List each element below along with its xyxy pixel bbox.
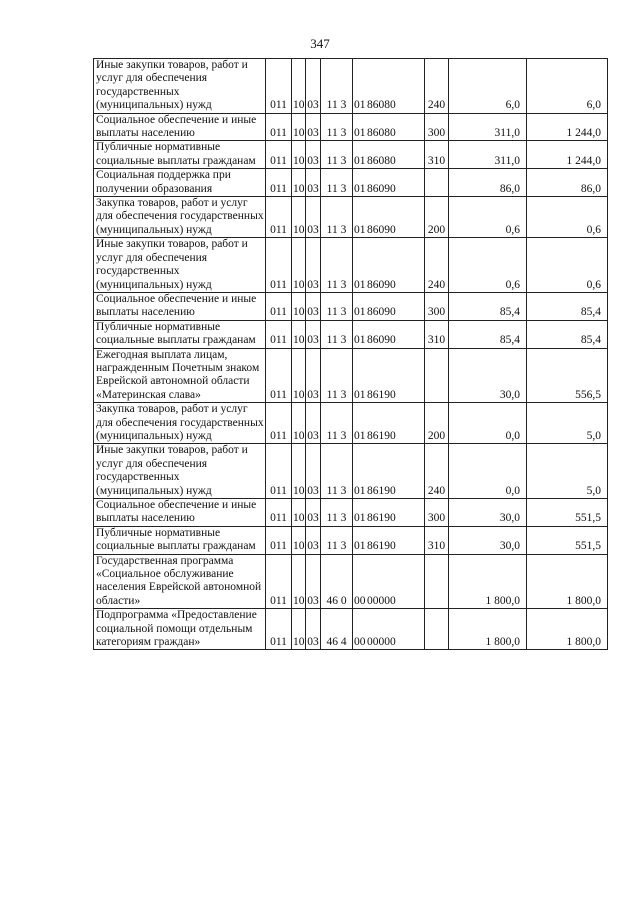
page-number: 347	[310, 36, 330, 51]
table-row	[94, 197, 608, 238]
section-code-cell: 10	[292, 554, 306, 609]
amount-1-cell: 85,4	[449, 292, 527, 320]
target-article-cell	[353, 238, 425, 293]
expense-type-cell: 240	[425, 444, 449, 499]
amount-2-cell: 551,5	[527, 526, 608, 554]
amount-1-cell: 0,6	[449, 238, 527, 293]
section-code-cell: 10	[292, 141, 306, 169]
expense-type-cell	[425, 169, 449, 197]
amount-1-cell: 30,0	[449, 499, 527, 527]
ministry-code-cell: 011	[266, 444, 292, 499]
target-article-cell	[353, 169, 425, 197]
amount-1-cell: 311,0	[449, 113, 527, 141]
table-row	[94, 238, 608, 293]
expense-type-cell: 240	[425, 238, 449, 293]
amount-2-cell: 1 800,0	[527, 554, 608, 609]
ministry-code-cell: 011	[266, 197, 292, 238]
row-name-cell: Иные закупки товаров, работ и услуг для обеспечения государственных (муниципальных) нужд	[94, 444, 266, 499]
expense-type-cell	[425, 554, 449, 609]
amount-2-cell: 556,5	[527, 348, 608, 403]
amount-1-cell: 30,0	[449, 526, 527, 554]
amount-2-cell: 85,4	[527, 292, 608, 320]
table-row	[94, 499, 608, 527]
program-code-cell: 11 3	[321, 197, 353, 238]
program-code-cell: 11 3	[321, 444, 353, 499]
subsection-code-cell: 03	[306, 526, 321, 554]
target-article-part-2: 86080	[367, 127, 396, 140]
program-code-cell: 11 3	[321, 169, 353, 197]
target-article-cell	[353, 348, 425, 403]
target-article-part-2: 86190	[367, 484, 396, 497]
amount-1-cell: 85,4	[449, 320, 527, 348]
amount-2-cell: 0,6	[527, 197, 608, 238]
target-article-cell	[353, 113, 425, 141]
program-code-cell: 11 3	[321, 238, 353, 293]
amount-1-cell: 311,0	[449, 141, 527, 169]
target-article-part-2: 86190	[367, 512, 396, 525]
target-article-part-2: 86190	[367, 388, 396, 401]
section-code-cell: 10	[292, 320, 306, 348]
target-article-part-2: 86090	[367, 223, 396, 236]
subsection-code-cell: 03	[306, 169, 321, 197]
target-article-part-1: 01	[354, 334, 366, 347]
table-row	[94, 609, 608, 650]
target-article-cell	[353, 141, 425, 169]
subsection-code-cell: 03	[306, 609, 321, 650]
target-article-part-1: 00	[354, 594, 366, 607]
table-row	[94, 348, 608, 403]
program-code-cell: 46 4	[321, 609, 353, 650]
ministry-code-cell: 011	[266, 113, 292, 141]
ministry-code-cell: 011	[266, 169, 292, 197]
expense-type-cell: 300	[425, 292, 449, 320]
amount-2-cell: 6,0	[527, 59, 608, 114]
ministry-code-cell: 011	[266, 609, 292, 650]
ministry-code-cell: 011	[266, 526, 292, 554]
target-article-cell	[353, 526, 425, 554]
target-article-part-2: 86090	[367, 306, 396, 319]
row-name-cell: Закупка товаров, работ и услуг для обеспечения государственных (муниципальных) нужд	[94, 403, 266, 444]
row-name-cell: Иные закупки товаров, работ и услуг для обеспечения государственных (муниципальных) нужд	[94, 238, 266, 293]
amount-1-cell: 0,0	[449, 403, 527, 444]
section-code-cell: 10	[292, 444, 306, 499]
amount-1-cell: 0,0	[449, 444, 527, 499]
row-name-cell: Ежегодная выплата лицам, награжденным Почетным знаком Еврейской автономной области «Материнская слава»	[94, 348, 266, 403]
target-article-part-2: 86080	[367, 99, 396, 112]
target-article-cell	[353, 320, 425, 348]
target-article-part-2: 86190	[367, 429, 396, 442]
section-code-cell: 10	[292, 526, 306, 554]
program-code-cell: 11 3	[321, 320, 353, 348]
target-article-part-2: 86090	[367, 182, 396, 195]
expense-type-cell	[425, 609, 449, 650]
amount-1-cell: 0,6	[449, 197, 527, 238]
row-name-cell: Публичные нормативные социальные выплаты гражданам	[94, 526, 266, 554]
target-article-part-1: 01	[354, 388, 366, 401]
row-name-cell: Социальное обеспечение и иные выплаты населению	[94, 113, 266, 141]
program-code-cell: 11 3	[321, 526, 353, 554]
target-article-part-1: 01	[354, 540, 366, 553]
subsection-code-cell: 03	[306, 59, 321, 114]
ministry-code-cell: 011	[266, 403, 292, 444]
target-article-part-2: 86090	[367, 334, 396, 347]
target-article-cell	[353, 499, 425, 527]
row-name-cell: Иные закупки товаров, работ и услуг для обеспечения государственных (муниципальных) нужд	[94, 59, 266, 114]
section-code-cell: 10	[292, 609, 306, 650]
expense-type-cell: 310	[425, 320, 449, 348]
row-name-cell: Социальное обеспечение и иные выплаты населению	[94, 499, 266, 527]
section-code-cell: 10	[292, 169, 306, 197]
target-article-part-2: 86190	[367, 540, 396, 553]
program-code-cell: 11 3	[321, 59, 353, 114]
row-name-cell: Публичные нормативные социальные выплаты гражданам	[94, 141, 266, 169]
table-row	[94, 444, 608, 499]
ministry-code-cell: 011	[266, 141, 292, 169]
amount-2-cell: 1 244,0	[527, 141, 608, 169]
target-article-part-1: 01	[354, 99, 366, 112]
expense-type-cell: 300	[425, 113, 449, 141]
table-body	[94, 59, 608, 650]
target-article-cell	[353, 444, 425, 499]
row-name-cell: Подпрограмма «Предоставление социальной помощи отдельным категориям граждан»	[94, 609, 266, 650]
target-article-part-1: 01	[354, 154, 366, 167]
table-row	[94, 554, 608, 609]
budget-table	[93, 58, 608, 650]
amount-2-cell: 5,0	[527, 444, 608, 499]
expense-type-cell: 310	[425, 526, 449, 554]
section-code-cell: 10	[292, 499, 306, 527]
amount-2-cell: 551,5	[527, 499, 608, 527]
expense-type-cell: 310	[425, 141, 449, 169]
amount-1-cell: 30,0	[449, 348, 527, 403]
subsection-code-cell: 03	[306, 320, 321, 348]
subsection-code-cell: 03	[306, 113, 321, 141]
program-code-cell: 11 3	[321, 348, 353, 403]
program-code-cell: 11 3	[321, 113, 353, 141]
expense-type-cell	[425, 348, 449, 403]
target-article-part-1: 01	[354, 306, 366, 319]
section-code-cell: 10	[292, 348, 306, 403]
program-code-cell: 11 3	[321, 403, 353, 444]
amount-1-cell: 86,0	[449, 169, 527, 197]
table-row	[94, 526, 608, 554]
section-code-cell: 10	[292, 292, 306, 320]
expense-type-cell: 200	[425, 197, 449, 238]
table-row	[94, 141, 608, 169]
target-article-cell	[353, 609, 425, 650]
ministry-code-cell: 011	[266, 499, 292, 527]
table-row	[94, 59, 608, 114]
table-row	[94, 403, 608, 444]
target-article-part-1: 01	[354, 429, 366, 442]
target-article-part-1: 01	[354, 127, 366, 140]
target-article-part-1: 00	[354, 636, 366, 649]
subsection-code-cell: 03	[306, 141, 321, 169]
amount-2-cell: 5,0	[527, 403, 608, 444]
ministry-code-cell: 011	[266, 292, 292, 320]
subsection-code-cell: 03	[306, 444, 321, 499]
target-article-cell	[353, 403, 425, 444]
amount-1-cell: 6,0	[449, 59, 527, 114]
target-article-part-2: 86080	[367, 154, 396, 167]
section-code-cell: 10	[292, 59, 306, 114]
subsection-code-cell: 03	[306, 499, 321, 527]
subsection-code-cell: 03	[306, 554, 321, 609]
program-code-cell: 11 3	[321, 499, 353, 527]
section-code-cell: 10	[292, 238, 306, 293]
target-article-part-1: 01	[354, 223, 366, 236]
row-name-cell: Публичные нормативные социальные выплаты гражданам	[94, 320, 266, 348]
target-article-part-1: 01	[354, 182, 366, 195]
amount-2-cell: 1 244,0	[527, 113, 608, 141]
target-article-part-1: 01	[354, 278, 366, 291]
row-name-cell: Социальное обеспечение и иные выплаты населению	[94, 292, 266, 320]
section-code-cell: 10	[292, 113, 306, 141]
ministry-code-cell: 011	[266, 554, 292, 609]
expense-type-cell: 200	[425, 403, 449, 444]
amount-2-cell: 1 800,0	[527, 609, 608, 650]
section-code-cell: 10	[292, 403, 306, 444]
table-row	[94, 292, 608, 320]
target-article-cell	[353, 554, 425, 609]
target-article-cell	[353, 59, 425, 114]
ministry-code-cell: 011	[266, 348, 292, 403]
target-article-part-2: 00000	[367, 594, 396, 607]
ministry-code-cell: 011	[266, 59, 292, 114]
subsection-code-cell: 03	[306, 348, 321, 403]
subsection-code-cell: 03	[306, 238, 321, 293]
amount-1-cell: 1 800,0	[449, 554, 527, 609]
program-code-cell: 11 3	[321, 292, 353, 320]
expense-type-cell: 300	[425, 499, 449, 527]
amount-2-cell: 86,0	[527, 169, 608, 197]
target-article-cell	[353, 197, 425, 238]
target-article-part-2: 86090	[367, 278, 396, 291]
subsection-code-cell: 03	[306, 403, 321, 444]
row-name-cell: Государственная программа «Социальное обслуживание населения Еврейской автономной области»	[94, 554, 266, 609]
target-article-part-2: 00000	[367, 636, 396, 649]
amount-2-cell: 85,4	[527, 320, 608, 348]
expense-type-cell: 240	[425, 59, 449, 114]
subsection-code-cell: 03	[306, 292, 321, 320]
program-code-cell: 11 3	[321, 141, 353, 169]
target-article-part-1: 01	[354, 484, 366, 497]
section-code-cell: 10	[292, 197, 306, 238]
target-article-part-1: 01	[354, 512, 366, 525]
table-row	[94, 169, 608, 197]
ministry-code-cell: 011	[266, 238, 292, 293]
target-article-cell	[353, 292, 425, 320]
table-row	[94, 320, 608, 348]
subsection-code-cell: 03	[306, 197, 321, 238]
ministry-code-cell: 011	[266, 320, 292, 348]
table-row	[94, 113, 608, 141]
amount-2-cell: 0,6	[527, 238, 608, 293]
amount-1-cell: 1 800,0	[449, 609, 527, 650]
program-code-cell: 46 0	[321, 554, 353, 609]
row-name-cell: Закупка товаров, работ и услуг для обеспечения государственных (муниципальных) нужд	[94, 197, 266, 238]
row-name-cell: Социальная поддержка при получении образования	[94, 169, 266, 197]
